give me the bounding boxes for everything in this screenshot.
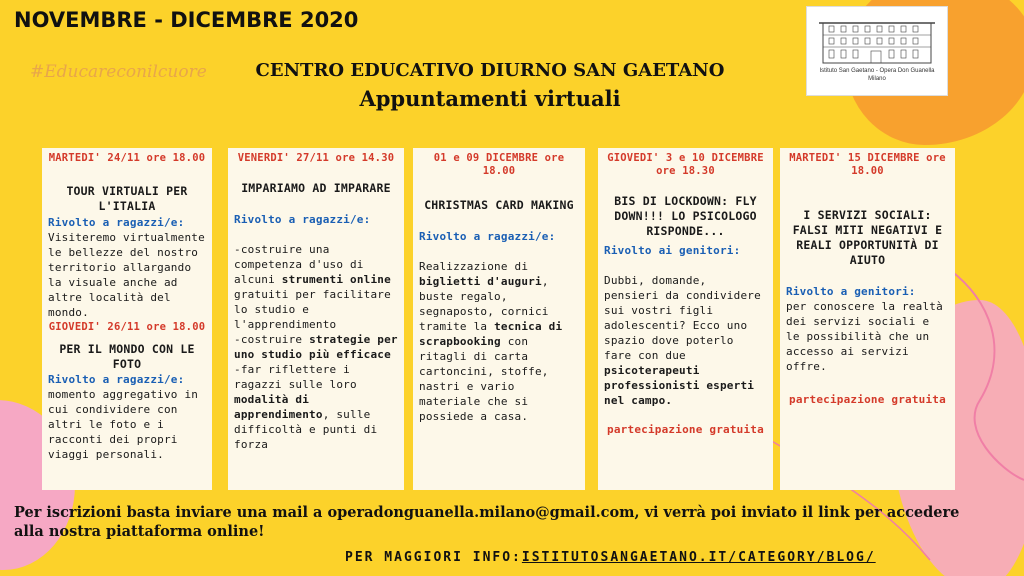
event-card-impariamo [228, 148, 404, 490]
hashtag: #Educareconilcuore [30, 62, 207, 82]
event-date: 01 e 09 DICEMBRE ore 18.00 [433, 152, 565, 177]
event-title: IMPARIAMO AD IMPARARE [241, 181, 391, 195]
event-description-second: momento aggregativo in cui condividere con altri le foto e i racconti dei propri viaggi personali. [48, 388, 199, 461]
event-description: Realizzazione di biglietti d'auguri, buste regalo, segnaposto, cornici tramite la tecnica di scrapbooking con ritagli di carta cartoncini, stoffe, nastri e vario materiale che si possiede a casa. [419, 260, 563, 423]
logo-caption-institute: Istituto San Gaetano - Opera Don Guanella [819, 68, 935, 74]
more-info-label: PER MAGGIORI INFO: [345, 550, 522, 565]
event-card-tour-virtuali [42, 148, 212, 490]
event-date-second: GIOVEDI' 26/11 ore 18.00 [48, 321, 206, 333]
logo-caption-city: Milano [868, 76, 886, 82]
event-description: per conoscere la realtà dei servizi sociali e le possibilità che un accesso ai servizi offre. [786, 300, 943, 373]
event-title-second: PER IL MONDO CON LE FOTO [59, 342, 195, 371]
event-date: MARTEDI' 24/11 ore 18.00 [48, 152, 206, 164]
event-card-psicologo [598, 148, 773, 490]
event-target: Rivolto a genitori: [786, 285, 916, 298]
more-info [345, 550, 876, 565]
event-description: Dubbi, domande, pensieri da condividere sui vostri figli adolescenti? Ecco uno spazio dove poterlo fare con due psicoterapeuti professionisti esperti nel campo. [604, 274, 761, 407]
event-target: Rivolto a ragazzi/e: [419, 230, 556, 243]
page-subtitle: Appuntamenti virtuali [359, 86, 621, 111]
event-title: TOUR VIRTUALI PER L'ITALIA [66, 184, 188, 213]
event-target-second: Rivolto a ragazzi/e: [48, 373, 185, 386]
event-target: Rivolto a ragazzi/e: [234, 213, 371, 226]
free-participation-label: partecipazione gratuita [607, 423, 764, 436]
event-title: I SERVIZI SOCIALI: FALSI MITI NEGATIVI E REALI OPPORTUNITÀ DI AIUTO [792, 208, 943, 267]
event-target: Rivolto ai genitori: [604, 244, 741, 257]
center-name: CENTRO EDUCATIVO DIURNO SAN GAETANO [255, 60, 725, 81]
event-date: MARTEDI' 15 DICEMBRE ore 18.00 [789, 152, 946, 177]
registration-info: Per iscrizioni basta inviare una mail a operadonguanella.milano@gmail.com, vi verrà poi inviato il link per accedere alla nostra piattaforma online! [14, 504, 960, 540]
free-participation-label: partecipazione gratuita [789, 393, 946, 406]
blog-link[interactable]: ISTITUTOSANGAETANO.IT/CATEGORY/BLOG/ [521, 550, 876, 565]
event-date: VENERDI' 27/11 ore 14.30 [237, 152, 395, 164]
event-description: -costruire una competenza d'uso di alcuni strumenti online gratuiti per facilitare lo studio e l'apprendimento -costruire strategie per uno studio più efficace -far riflettere i ragazzi sulle loro modalità di apprendimento, sulle difficoltà e punti di forza [234, 243, 398, 451]
institute-logo [806, 6, 948, 96]
date-range-title: NOVEMBRE - DICEMBRE 2020 [14, 8, 359, 32]
building-icon [815, 13, 939, 65]
event-target: Rivolto a ragazzi/e: [48, 216, 185, 229]
event-title: CHRISTMAS CARD MAKING [424, 198, 574, 212]
event-card-christmas [413, 148, 585, 490]
event-card-servizi-sociali [780, 148, 955, 490]
event-description: Visiteremo virtualmente le bellezze del nostro territorio allargando la visuale anche ad altre località del mondo. [48, 231, 205, 319]
event-date: GIOVEDI' 3 e 10 DICEMBRE ore 18.30 [607, 152, 764, 177]
event-title: BIS DI LOCKDOWN: FLY DOWN!!! LO PSICOLOGO RISPONDE... [614, 194, 757, 238]
